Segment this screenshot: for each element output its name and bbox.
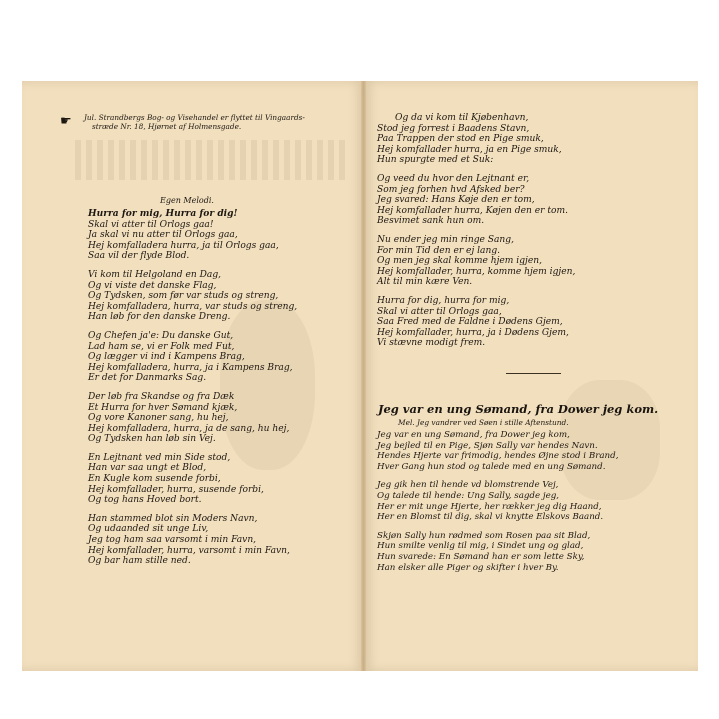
verse-line: Hendes Hjerte var frimodig, hendes Øjne stod i Brand, bbox=[377, 451, 619, 462]
verse-line: Skjøn Sally hun rødmed som Rosen paa sit Blad, bbox=[377, 530, 591, 541]
verse-line: Hun smilte venlig til mig, i Sindet ung og glad, bbox=[377, 541, 584, 552]
melody-label: Egen Melodi. bbox=[160, 196, 214, 205]
verse-line: Og vi viste det danske Flag, bbox=[88, 280, 217, 291]
verse-line: Saa Fred med de Faldne i Dødens Gjem, bbox=[377, 317, 563, 328]
verse-line: Og da vi kom til Kjøbenhavn, bbox=[395, 113, 529, 123]
header-line: Jul. Strandbergs Bog- og Visehandel er flyttet til Vingaards- bbox=[84, 113, 305, 122]
stanza bbox=[377, 174, 575, 227]
verse-line: Og men jeg skal komme hjem igjen, bbox=[377, 256, 542, 267]
stanza bbox=[377, 113, 575, 166]
stanza bbox=[377, 296, 575, 349]
verse-line: Og veed du hvor den Lejtnant er, bbox=[377, 173, 530, 184]
verse-line: Han løb for den danske Dreng. bbox=[88, 312, 231, 323]
header-line: stræde Nr. 18, Hjørnet af Holmensgade. bbox=[92, 122, 242, 131]
verse-line: Og bar ham stille ned. bbox=[88, 556, 191, 567]
stanza bbox=[88, 392, 297, 445]
verse-line: Skal vi atter til Orlogs gaa! bbox=[88, 219, 214, 230]
verse-line: Og lægger vi ind i Kampens Brag, bbox=[88, 352, 245, 363]
verse-line: Nu ender jeg min ringe Sang, bbox=[377, 234, 515, 245]
verse-line: Hver Gang hun stod og talede med en ung Sømand. bbox=[377, 461, 606, 472]
song-melody-note: Mel. Jeg vandrer ved Søen i stille Aftenstund. bbox=[398, 418, 569, 427]
verse-line: Hej komfallader, hurra, komme hjem igjen, bbox=[377, 266, 576, 277]
verse-line: Jeg tog ham saa varsomt i min Favn, bbox=[88, 535, 257, 546]
verse-line: Jeg var en ung Sømand, fra Dower jeg kom, bbox=[377, 430, 570, 440]
verse-line: Lad ham se, vi er Folk med Fut, bbox=[88, 341, 235, 352]
verse-line: Og Chefen ja'e: Du danske Gut, bbox=[88, 330, 234, 341]
verse-line: En Kugle kom susende forbi, bbox=[88, 474, 221, 485]
second-song-text bbox=[377, 430, 618, 581]
verse-line: Ja skal vi nu atter til Orlogs gaa, bbox=[88, 230, 238, 241]
verse-line: Vi stævne modigt frem. bbox=[377, 338, 486, 349]
verse-line: Jeg bejled til en Pige, Sjøn Sally var hendes Navn. bbox=[377, 440, 598, 451]
verse-line: Og udaanded sit unge Liv, bbox=[88, 524, 209, 535]
bleed-through-ornament bbox=[75, 140, 345, 180]
left-song-text bbox=[88, 209, 297, 575]
stanza bbox=[88, 331, 297, 384]
verse-line: Besvimet sank hun om. bbox=[377, 216, 485, 227]
verse-line: Jeg svared: Hans Køje den er tom, bbox=[377, 195, 535, 206]
verse-line: Og tog hans Hoved bort. bbox=[88, 495, 202, 506]
verse-line: Her er mit unge Hjerte, her rækker jeg dig Haand, bbox=[377, 501, 602, 512]
stanza bbox=[88, 270, 297, 323]
right-song-text bbox=[377, 113, 575, 357]
verse-line: Er det for Danmarks Sag. bbox=[88, 373, 207, 384]
verse-line: Og vore Kanoner sang, hu hej, bbox=[88, 413, 229, 424]
verse-line: Hej komfallader hurra, ja en Pige smuk, bbox=[377, 144, 562, 155]
stanza bbox=[377, 430, 618, 472]
verse-line: Hej komfalladera, hurra, ja i Kampens Brag, bbox=[88, 362, 293, 373]
verse-line: En Lejtnant ved min Side stod, bbox=[88, 452, 231, 463]
verse-line: Hej komfalladera, hurra, var studs og streng, bbox=[88, 301, 298, 312]
verse-line: Han var saa ungt et Blod, bbox=[88, 463, 207, 474]
verse-line: Jeg gik hen til hende vd blomstrende Vej, bbox=[377, 480, 559, 491]
verse-line: Hurra for dig, hurra for mig, bbox=[377, 295, 510, 306]
verse-line: Et Hurra for hver Sømand kjæk, bbox=[88, 402, 238, 413]
verse-line: Han stammed blot sin Moders Navn, bbox=[88, 513, 258, 524]
verse-line: Og talede til hende: Ung Sally, sagde jeg, bbox=[377, 490, 560, 501]
section-divider bbox=[506, 373, 561, 374]
verse-line: For min Tid den er ej lang. bbox=[377, 245, 501, 256]
pointing-hand-icon: ☛ bbox=[60, 114, 72, 129]
verse-line: Og Tydsken, som før var studs og streng, bbox=[88, 291, 279, 302]
verse-line: Og Tydsken han løb sin Vej. bbox=[88, 434, 216, 445]
verse-line: Stod jeg forrest i Baadens Stavn, bbox=[377, 123, 530, 134]
verse-line: Hurra for mig, Hurra for dig! bbox=[88, 208, 238, 219]
verse-line: Her en Blomst til dig, skal vi knytte Elskovs Baand. bbox=[377, 512, 604, 523]
verse-line: Hun spurgte med et Suk: bbox=[377, 155, 494, 166]
verse-line: Hej komfallader, hurra, susende forbi, bbox=[88, 484, 264, 495]
verse-line: Paa Trappen der stod en Pige smuk, bbox=[377, 134, 544, 145]
verse-line: Hej komfallader hurra, Køjen den er tom. bbox=[377, 205, 568, 216]
verse-line: Hej komfalladera, hurra, ja de sang, hu hej, bbox=[88, 423, 290, 434]
verse-line: Skal vi atter til Orlogs gaa, bbox=[377, 306, 502, 317]
stanza bbox=[377, 235, 575, 288]
verse-line: Saa vil der flyde Blod. bbox=[88, 251, 190, 262]
verse-line: Hun svarede: En Sømand han er som lette Sky, bbox=[377, 551, 585, 562]
song-title: Jeg var en ung Sømand, fra Dower jeg kom. bbox=[378, 402, 659, 416]
verse-line: Hej komfalladera hurra, ja til Orlogs gaa, bbox=[88, 240, 279, 251]
stanza bbox=[377, 531, 618, 573]
verse-line: Hej komfallader, hurra, ja i Dødens Gjem, bbox=[377, 327, 569, 338]
verse-line: Han elsker alle Piger og skifter i hver By. bbox=[377, 562, 559, 573]
stanza bbox=[88, 514, 297, 567]
stanza bbox=[88, 453, 297, 506]
stanza bbox=[377, 480, 618, 522]
stanza bbox=[88, 209, 297, 262]
verse-line: Alt til min kære Ven. bbox=[377, 277, 473, 288]
verse-line: Vi kom til Helgoland en Dag, bbox=[88, 269, 222, 280]
verse-line: Hej komfallader, hurra, varsomt i min Favn, bbox=[88, 545, 290, 556]
left-page-header bbox=[84, 113, 305, 131]
book-gutter bbox=[361, 81, 366, 671]
verse-line: Som jeg forhen hvd Afsked ber? bbox=[377, 184, 525, 195]
verse-line: Der løb fra Skandse og fra Dæk bbox=[88, 391, 235, 402]
